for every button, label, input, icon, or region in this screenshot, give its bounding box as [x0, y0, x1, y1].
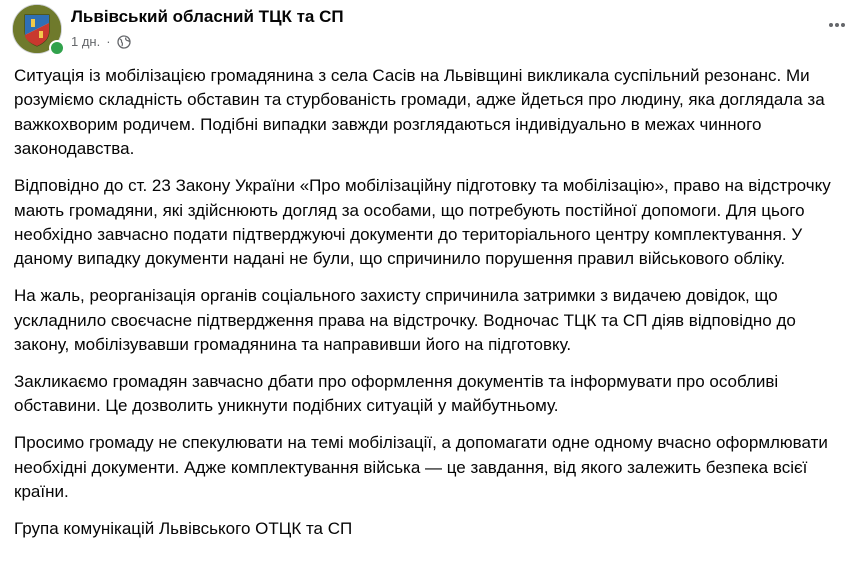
- post-header: [12, 4, 854, 54]
- post-paragraph: Просимо громаду не спекулювати на темі мобілізації, а допомагати одне одному вчасно оформлювати необхідні документи. Адже комплектування війська — це завдання, від якого залежить безпека всієї країни.: [14, 433, 828, 502]
- post-paragraph: Відповідно до ст. 23 Закону України «Про мобілізаційну підготовку та мобілізацію», право на відстрочку мають громадяни, які здійснюють догляд за особами, що потребують постійної допомоги. Для цього необхідно завчасно подати підтверджуючі документи до територіального центру комплектування. У даному випадку документи надані не були, що спричинило порушення правил військового обліку.: [14, 176, 831, 269]
- more-dots-icon: [827, 15, 847, 35]
- post-paragraph: Закликаємо громадян завчасно дбати про оформлення документів та інформувати про особливі обставини. Це дозволить уникнути подібних ситуацій у майбутньому.: [14, 371, 779, 416]
- post-meta: [71, 34, 131, 49]
- page-name-link[interactable]: Львівський обласний ТЦК та СП: [71, 7, 344, 26]
- post-signature: Група комунікацій Львівського ОТЦК та СП: [14, 519, 353, 538]
- meta-separator: ·: [106, 34, 111, 49]
- post-paragraph: На жаль, реорганізація органів соціального захисту спричинила затримки з видачею довідок, що ускладнило своєчасне підтвердження права на відстрочку. Водночас ТЦК та СП діяв відповідно до закону, мобілізувавши громадянина та направивши його на підготовку.: [14, 286, 796, 355]
- online-status-dot: [49, 40, 65, 56]
- post-text: [14, 64, 854, 554]
- post-timestamp[interactable]: 1 дн.: [71, 34, 101, 49]
- page-avatar-link[interactable]: [12, 4, 62, 54]
- globe-icon[interactable]: [117, 35, 131, 49]
- more-options-button[interactable]: [822, 10, 852, 40]
- post-paragraph: Ситуація із мобілізацією громадянина з села Сасів на Львівщині викликала суспільний резонанс. Ми розуміємо складність обставин та стурбованість громади, адже йдеться про людину, яка доглядала за важкохворим родичем. Подібні випадки завжди розглядаються індивідуально в межах чинного законодавства.: [14, 66, 825, 159]
